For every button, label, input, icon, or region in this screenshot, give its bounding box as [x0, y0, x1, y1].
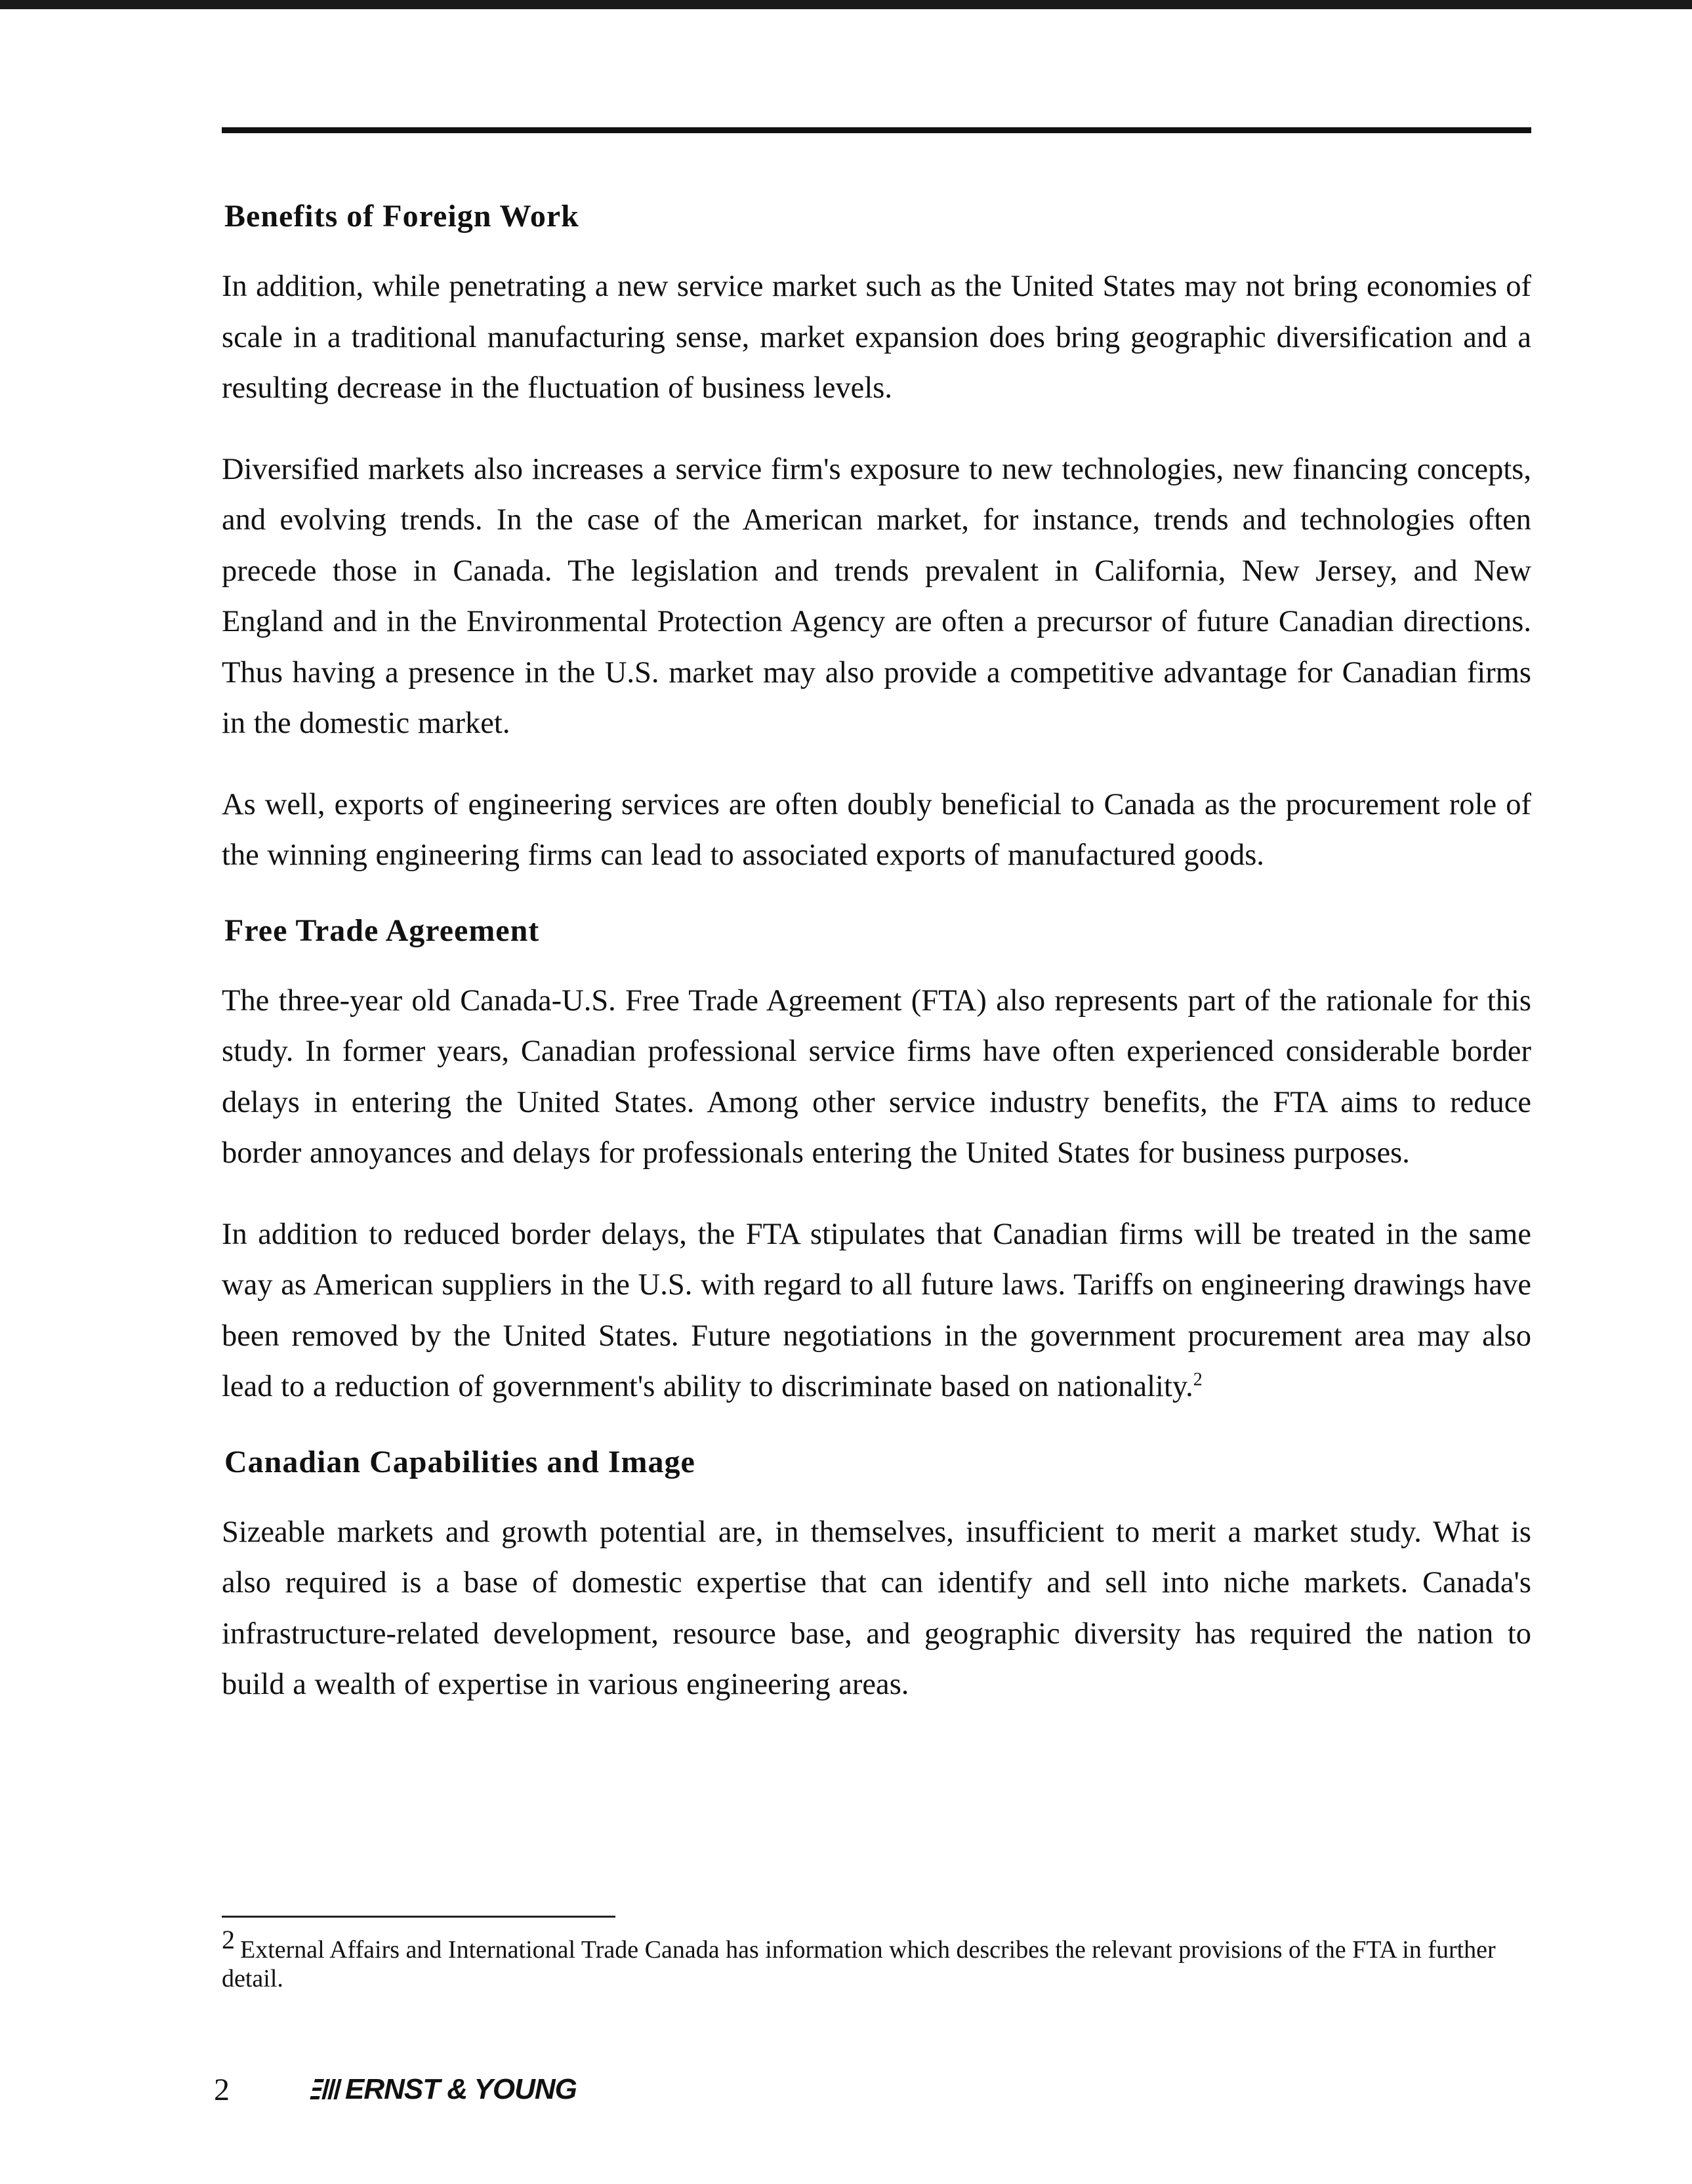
footnote-reference[interactable]: 2 — [1193, 1369, 1203, 1390]
paragraph: In addition, while penetrating a new service market such as the United States may not bring economies of scale in a traditional manufacturing sense, market expansion does bring geographic diversification and a resulting decrease in the fluctuation of business levels. — [222, 270, 1531, 405]
header-rule — [222, 127, 1531, 133]
section-heading-free-trade: Free Trade Agreement — [224, 913, 540, 948]
page-number: 2 — [214, 2072, 230, 2107]
section-heading-benefits: Benefits of Foreign Work — [224, 199, 579, 234]
paragraph: As well, exports of engineering services are often doubly beneficial to Canada as the procurement role of the winning engineering firms can lead to associated exports of manufactured goods. — [222, 787, 1531, 872]
paragraph-text: In addition to reduced border delays, the FTA stipulates that Canadian firms will be treated in the same way as American suppliers in the U.S. with regard to all future laws. Tariffs on engineering drawings have been removed by the United States. Future negotiations in the government procurement area may also lead to a reduction of government's ability to discriminate based on nationality. — [222, 1217, 1531, 1403]
paragraph: The three-year old Canada-U.S. Free Trade Agreement (FTA) also represents part of the rationale for this study. In former years, Canadian professional service firms have often experienced considerable border delays in entering the United States. Among other service industry benefits, the FTA aims to reduce border annoyances and delays for professionals entering the United States for business purposes. — [222, 983, 1531, 1170]
footnote-separator — [222, 1916, 615, 1918]
ernst-young-mark-icon — [310, 2078, 343, 2101]
body-content — [222, 197, 1531, 1741]
section-heading-capabilities: Canadian Capabilities and Image — [224, 1444, 695, 1479]
ernst-young-logo — [312, 2073, 577, 2106]
logo-text: ERNST & YOUNG — [345, 2073, 577, 2105]
paragraph-with-footnote — [222, 1209, 1531, 1412]
paragraph: Diversified markets also increases a service firm's exposure to new technologies, new financing concepts, and evolving trends. In the case of the American market, for instance, trends and technologies often precede those in Canada. The legislation and trends prevalent in California, New Jersey, and New England and in the Environmental Protection Agency are often a precursor of future Canadian directions. Thus having a presence in the U.S. market may also provide a competitive advantage for Canadian firms in the domestic market. — [222, 452, 1531, 740]
footnote-text: External Affairs and International Trade Canada has information which describes the relevant provisions of the FTA in further detail. — [222, 1936, 1496, 1992]
paragraph: Sizeable markets and growth potential are, in themselves, insufficient to merit a market study. What is also required is a base of domestic expertise that can identify and sell into niche markets. Canada's infrastructure-related development, resource base, and geographic diversity has required the nation to build a wealth of expertise in various engineering areas. — [222, 1515, 1531, 1701]
footnote-number: 2 — [222, 1925, 235, 1955]
page-footer — [214, 2067, 577, 2112]
footnote — [222, 1925, 1531, 1993]
